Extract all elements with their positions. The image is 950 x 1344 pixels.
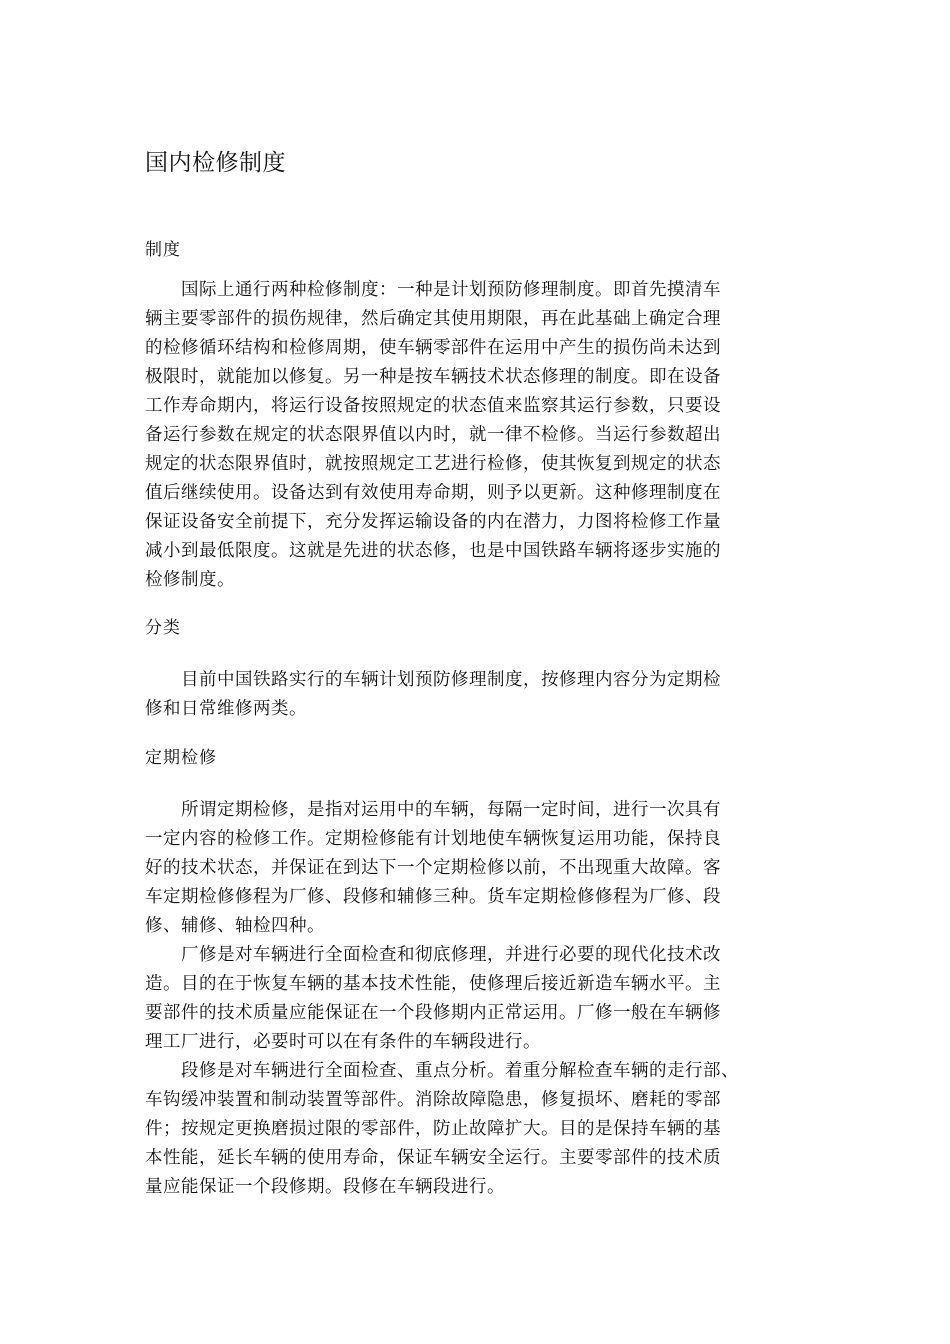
section-heading-classification: 分类 (145, 618, 181, 638)
text-line: 修和日常维修两类。 (145, 699, 307, 719)
text-line: 备运行参数在规定的状态限界值以内时，就一律不检修。当运行参数超出 (145, 425, 721, 445)
text-line: 量应能保证一个段修期。段修在车辆段进行。 (145, 1177, 505, 1197)
text-line: 一定内容的检修工作。定期检修能有计划地使车辆恢复运用功能，保持良 (145, 829, 721, 849)
text-line: 本性能，延长车辆的使用寿命，保证车辆安全运行。主要零部件的技术质 (145, 1148, 721, 1168)
text-line: 好的技术状态，并保证在到达下一个定期检修以前，不出现重大故障。客 (145, 858, 721, 878)
section-body-periodic-maintenance (145, 796, 825, 1202)
section-body-classification (145, 666, 825, 724)
text-line: 件；按规定更换磨损过限的零部件，防止故障扩大。目的是保持车辆的基 (145, 1119, 721, 1139)
section-heading-system: 制度 (145, 240, 181, 260)
text-line: 车定期检修修程为厂修、段修和辅修三种。货车定期检修修程为厂修、段 (145, 887, 721, 907)
text-line: 减小到最低限度。这就是先进的状态修，也是中国铁路车辆将逐步实施的 (145, 541, 721, 561)
text-line: 厂修是对车辆进行全面检查和彻底修理，并进行必要的现代化技术改 (145, 945, 721, 965)
text-line: 理工厂进行，必要时可以在有条件的车辆段进行。 (145, 1032, 541, 1052)
text-line: 辆主要零部件的损伤规律，然后确定其使用期限，再在此基础上确定合理 (145, 309, 721, 329)
section-body-system (145, 276, 825, 595)
text-line: 保证设备安全前提下，充分发挥运输设备的内在潜力，力图将检修工作量 (145, 512, 721, 532)
text-line: 极限时，就能加以修复。另一种是按车辆技术状态修理的制度。即在设备 (145, 367, 721, 387)
text-line: 修、辅修、轴检四种。 (145, 916, 325, 936)
text-line: 工作寿命期内，将运行设备按照规定的状态值来监察其运行参数，只要设 (145, 396, 721, 416)
text-line: 检修制度。 (145, 570, 235, 590)
page-title: 国内检修制度 (145, 150, 286, 176)
text-line: 的检修循环结构和检修周期，使车辆零部件在运用中产生的损伤尚未达到 (145, 338, 721, 358)
text-line: 国际上通行两种检修制度：一种是计划预防修理制度。即首先摸清车 (145, 280, 721, 300)
section-heading-periodic-maintenance: 定期检修 (145, 748, 217, 768)
text-line: 车钩缓冲装置和制动装置等部件。消除故障隐患，修复损坏、磨耗的零部 (145, 1090, 721, 1110)
text-line: 目前中国铁路实行的车辆计划预防修理制度，按修理内容分为定期检 (145, 670, 721, 690)
text-line: 值后继续使用。设备达到有效使用寿命期，则予以更新。这种修理制度在 (145, 483, 721, 503)
text-line: 所谓定期检修，是指对运用中的车辆，每隔一定时间，进行一次具有 (145, 800, 721, 820)
text-line: 要部件的技术质量应能保证在一个段修期内正常运用。厂修一般在车辆修 (145, 1003, 721, 1023)
text-line: 造。目的在于恢复车辆的基本技术性能，使修理后接近新造车辆水平。主 (145, 974, 721, 994)
text-line: 段修是对车辆进行全面检查、重点分析。着重分解检查车辆的走行部、 (145, 1061, 739, 1081)
text-line: 规定的状态限界值时，就按照规定工艺进行检修，使其恢复到规定的状态 (145, 454, 721, 474)
